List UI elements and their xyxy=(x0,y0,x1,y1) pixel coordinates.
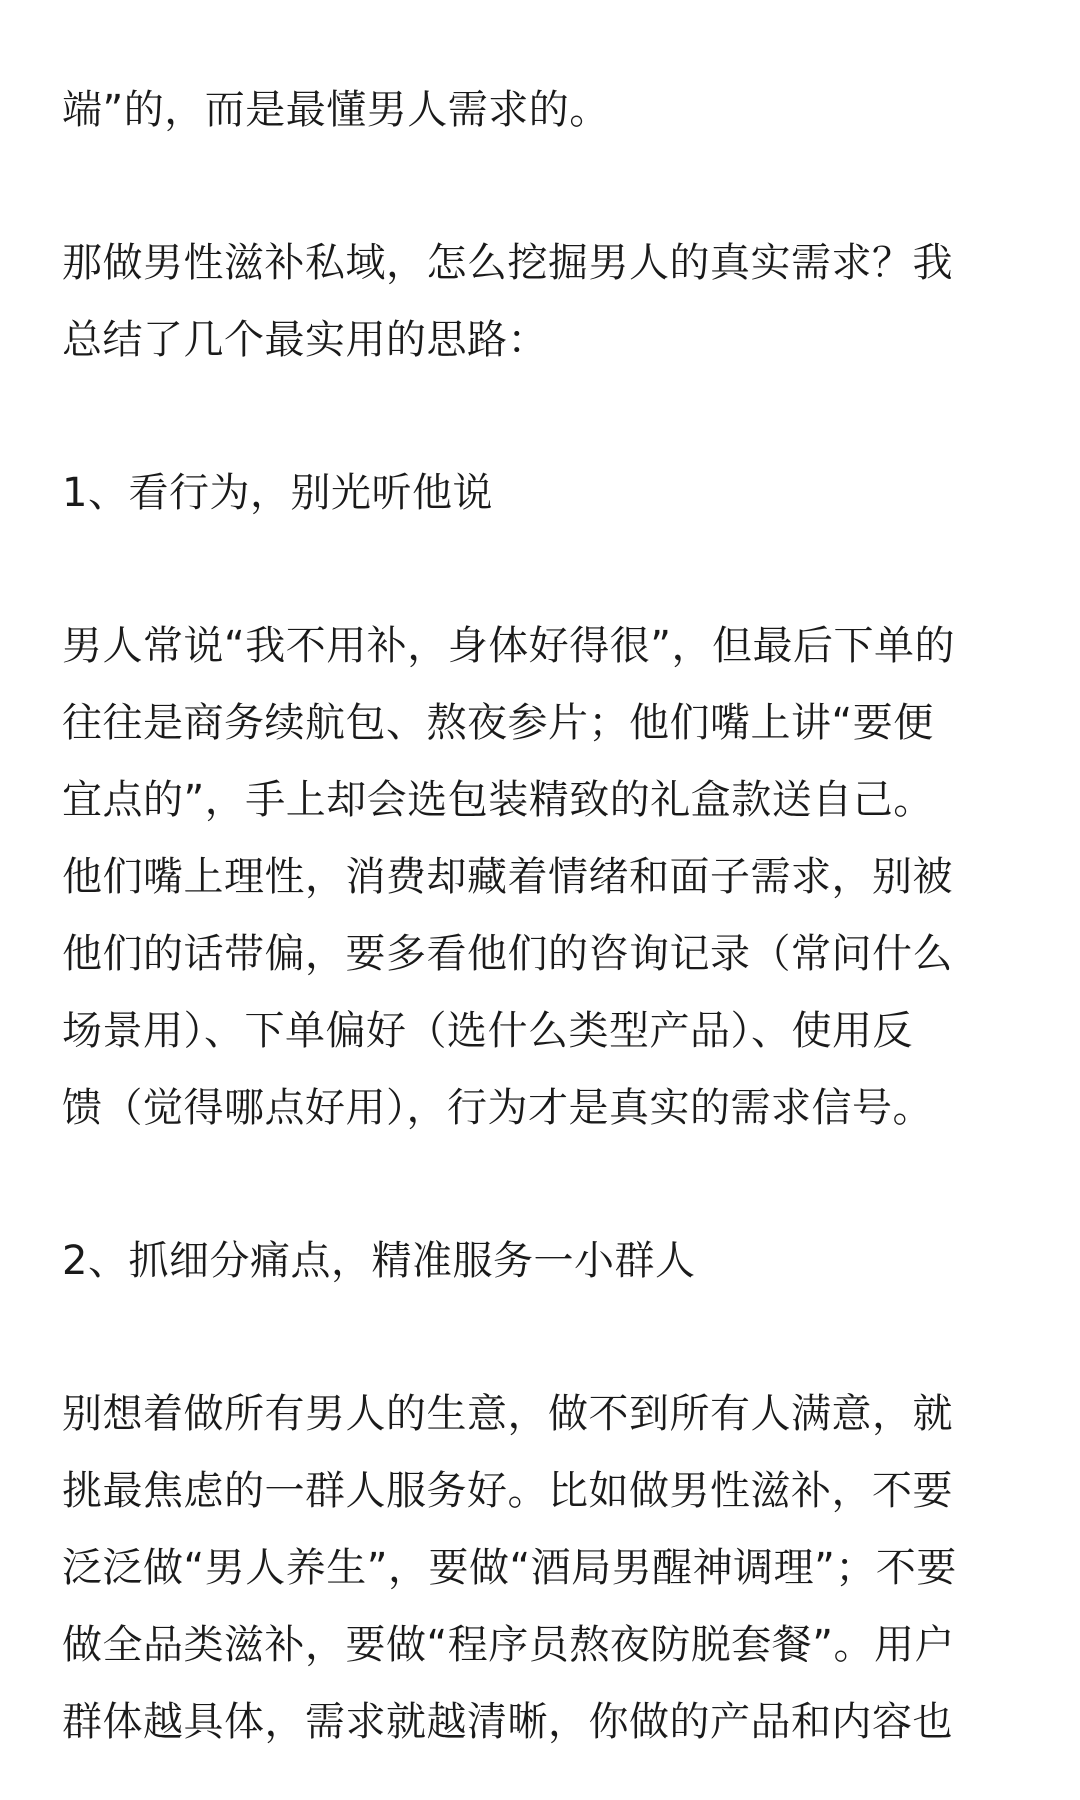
text-line: 端”的，而是最懂男人需求的。 xyxy=(62,87,610,133)
paragraph-intro-tail xyxy=(62,72,1022,149)
paragraph-gap xyxy=(62,149,1022,225)
text-line: 别想着做所有男人的生意，做不到所有人满意，就 xyxy=(62,1391,953,1437)
text-line: 挑最焦虑的一群人服务好。比如做男性滋补，不要 xyxy=(62,1468,953,1514)
text-line: 做全品类滋补，要做“程序员熬夜防脱套餐”。用户 xyxy=(62,1622,955,1668)
text-line: 往往是商务续航包、熬夜参片；他们嘴上讲“要便 xyxy=(62,700,934,746)
text-line: 宜点的”，手上却会选包装精致的礼盒款送自己。 xyxy=(62,777,934,823)
text-line: 场景用）、下单偏好（选什么类型产品）、使用反 xyxy=(62,1008,913,1054)
section-heading-2 xyxy=(62,1223,1022,1300)
article-body xyxy=(62,72,1022,1761)
text-line: 那做男性滋补私域，怎么挖掘男人的真实需求？我 xyxy=(62,240,953,286)
text-line: 他们嘴上理性，消费却藏着情绪和面子需求，别被 xyxy=(62,854,953,900)
text-line: 他们的话带偏，要多看他们的咨询记录（常问什么 xyxy=(62,931,953,977)
section-heading-1 xyxy=(62,455,1022,532)
text-line: 泛泛做“男人养生”，要做“酒局男醒神调理”；不要 xyxy=(62,1545,957,1591)
text-line: 2、抓细分痛点，精准服务一小群人 xyxy=(62,1238,696,1284)
paragraph-gap xyxy=(62,1147,1022,1223)
text-line: 1、看行为，别光听他说 xyxy=(62,470,493,516)
paragraph-niche xyxy=(62,1376,1022,1761)
text-line: 馈（觉得哪点好用），行为才是真实的需求信号。 xyxy=(62,1085,933,1131)
text-line: 总结了几个最实用的思路： xyxy=(62,317,548,363)
paragraph-gap xyxy=(62,379,1022,455)
text-line: 男人常说“我不用补，身体好得很”，但最后下单的 xyxy=(62,623,955,669)
paragraph-gap xyxy=(62,532,1022,608)
paragraph-behavior xyxy=(62,608,1022,1147)
paragraph-question xyxy=(62,225,1022,379)
text-line: 群体越具体，需求就越清晰，你做的产品和内容也 xyxy=(62,1699,953,1745)
paragraph-gap xyxy=(62,1300,1022,1376)
